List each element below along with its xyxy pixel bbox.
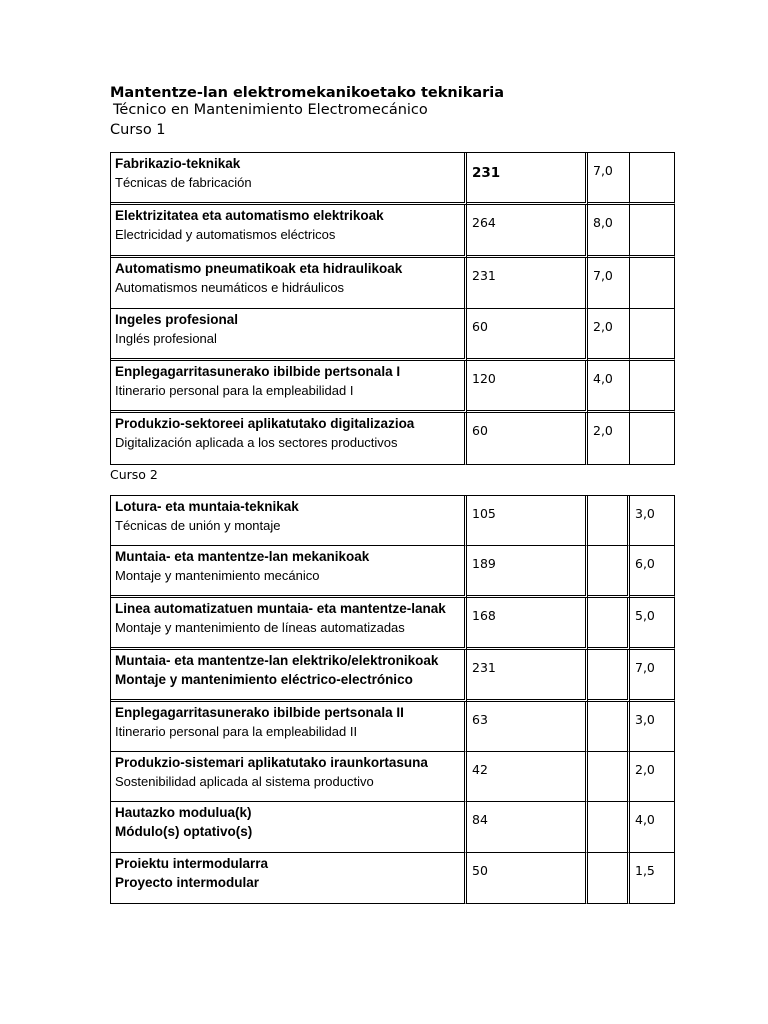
credits-a-value <box>588 853 627 863</box>
module-name-cell <box>111 361 467 413</box>
credits-b-value: 3,0 <box>635 712 655 727</box>
module-name-es: Automatismos neumáticos e hidráulicos <box>115 280 345 295</box>
module-name-es: Electricidad y automatismos eléctricos <box>115 227 336 242</box>
hours-cell <box>467 752 588 802</box>
module-name-es: Inglés profesional <box>115 331 217 346</box>
credits-a-cell <box>588 598 630 650</box>
hours-value: 231 <box>472 268 496 283</box>
module-name-cell <box>111 258 467 309</box>
document-title: Mantentze-lan elektromekanikoetako teknikaria <box>110 85 505 101</box>
table-row <box>111 598 675 650</box>
hours-value: 63 <box>472 712 488 727</box>
module-name-es: Sostenibilidad aplicada al sistema productivo <box>115 774 374 789</box>
table-row <box>111 309 675 361</box>
hours-cell <box>467 598 588 650</box>
credits-a-value <box>588 546 627 556</box>
hours-cell <box>467 802 588 853</box>
credits-b-cell <box>630 598 675 650</box>
module-name-cell <box>111 650 467 702</box>
credits-a-value <box>588 752 627 762</box>
module-name-es: Montaje y mantenimiento mecánico <box>115 568 320 583</box>
module-name-cell <box>111 802 467 853</box>
hours-value: 84 <box>472 812 488 827</box>
credits-a-value <box>588 702 627 712</box>
credits-a-value: 4,0 <box>593 371 613 386</box>
credits-b-value <box>630 361 674 371</box>
hours-cell <box>467 702 588 752</box>
hours-cell <box>467 309 588 361</box>
module-name-eu: Enplegagarritasunerako ibilbide pertsonala I <box>115 364 401 379</box>
course-1-table <box>110 152 675 465</box>
module-name-cell <box>111 853 467 904</box>
credits-b-cell <box>630 258 675 309</box>
module-name-es: Montaje y mantenimiento de líneas automatizadas <box>115 620 405 635</box>
hours-value: 105 <box>472 506 496 521</box>
table-row <box>111 258 675 309</box>
hours-value: 231 <box>472 660 496 675</box>
module-name-eu: Produkzio-sektoreei aplikatutako digitalizazioa <box>115 416 415 431</box>
credits-a-value <box>588 496 627 506</box>
hours-cell <box>467 258 588 309</box>
hours-value: 231 <box>472 165 501 181</box>
credits-b-value: 7,0 <box>635 660 655 675</box>
credits-b-value: 5,0 <box>635 608 655 623</box>
hours-cell <box>467 650 588 702</box>
credits-a-cell <box>588 702 630 752</box>
table-row <box>111 153 675 205</box>
credits-a-cell <box>588 361 630 413</box>
credits-b-cell <box>630 361 675 413</box>
module-name-eu: Automatismo pneumatikoak eta hidraulikoak <box>115 261 403 276</box>
credits-b-cell <box>630 496 675 546</box>
credits-a-cell <box>588 205 630 258</box>
credits-a-cell <box>588 496 630 546</box>
table-row <box>111 546 675 598</box>
credits-a-cell <box>588 752 630 802</box>
table-row <box>111 361 675 413</box>
hours-value: 168 <box>472 608 496 623</box>
module-name-cell <box>111 413 467 465</box>
credits-a-value: 7,0 <box>593 268 613 283</box>
hours-cell <box>467 413 588 465</box>
credits-a-value: 7,0 <box>593 163 613 178</box>
hours-cell <box>467 361 588 413</box>
module-name-eu: Ingeles profesional <box>115 312 239 327</box>
credits-b-value <box>630 309 674 319</box>
credits-a-cell <box>588 853 630 904</box>
module-name-es: Montaje y mantenimiento eléctrico-electrónico <box>115 672 413 687</box>
course-2-table <box>110 495 675 904</box>
credits-a-value <box>588 598 627 608</box>
module-name-es: Itinerario personal para la empleabilidad I <box>115 383 354 398</box>
module-name-cell <box>111 153 467 205</box>
credits-b-cell <box>630 650 675 702</box>
credits-b-value <box>630 153 674 163</box>
credits-b-value: 2,0 <box>635 762 655 777</box>
module-name-es: Proyecto intermodular <box>115 875 260 890</box>
hours-cell <box>467 496 588 546</box>
module-name-eu: Hautazko modulua(k) <box>115 805 252 820</box>
module-name-eu: Proiektu intermodularra <box>115 856 269 871</box>
credits-b-value: 1,5 <box>635 863 655 878</box>
module-name-eu: Fabrikazio-teknikak <box>115 156 241 171</box>
module-name-cell <box>111 309 467 361</box>
hours-value: 60 <box>472 319 488 334</box>
module-name-eu: Linea automatizatuen muntaia- eta mantentze-lanak <box>115 601 446 616</box>
credits-b-value <box>630 258 674 268</box>
table-row <box>111 496 675 546</box>
module-name-cell <box>111 205 467 258</box>
document-subtitle: Técnico en Mantenimiento Electromecánico <box>113 102 428 118</box>
credits-a-cell <box>588 258 630 309</box>
module-name-eu: Lotura- eta muntaia-teknikak <box>115 499 299 514</box>
module-name-cell <box>111 702 467 752</box>
hours-value: 264 <box>472 215 496 230</box>
credits-b-cell <box>630 853 675 904</box>
module-name-cell <box>111 546 467 598</box>
credits-a-value: 8,0 <box>593 215 613 230</box>
module-name-cell <box>111 598 467 650</box>
table-row <box>111 205 675 258</box>
module-name-eu: Enplegagarritasunerako ibilbide pertsonala II <box>115 705 404 720</box>
hours-value: 42 <box>472 762 488 777</box>
credits-a-value: 2,0 <box>593 319 613 334</box>
credits-b-cell <box>630 546 675 598</box>
credits-a-cell <box>588 650 630 702</box>
credits-b-value: 3,0 <box>635 506 655 521</box>
credits-b-cell <box>630 752 675 802</box>
table-row <box>111 752 675 802</box>
credits-b-value: 6,0 <box>635 556 655 571</box>
hours-value: 120 <box>472 371 496 386</box>
hours-cell <box>467 153 588 205</box>
table-row <box>111 650 675 702</box>
credits-b-cell <box>630 309 675 361</box>
module-name-eu: Produkzio-sistemari aplikatutako iraunkortasuna <box>115 755 428 770</box>
module-name-eu: Muntaia- eta mantentze-lan mekanikoak <box>115 549 370 564</box>
table-row <box>111 702 675 752</box>
table-row <box>111 853 675 904</box>
hours-value: 189 <box>472 556 496 571</box>
module-name-es: Módulo(s) optativo(s) <box>115 824 253 839</box>
credits-b-value: 4,0 <box>635 812 655 827</box>
credits-b-cell <box>630 413 675 465</box>
module-name-es: Técnicas de unión y montaje <box>115 518 281 533</box>
credits-b-value <box>630 205 674 215</box>
credits-b-cell <box>630 802 675 853</box>
credits-b-value <box>630 413 674 423</box>
credits-a-cell <box>588 546 630 598</box>
credits-b-cell <box>630 153 675 205</box>
module-name-cell <box>111 496 467 546</box>
hours-cell <box>467 205 588 258</box>
module-name-cell <box>111 752 467 802</box>
table-row <box>111 413 675 465</box>
credits-a-value <box>588 802 627 812</box>
hours-value: 60 <box>472 423 488 438</box>
credits-a-value <box>588 650 627 660</box>
course-2-label: Curso 2 <box>110 467 158 482</box>
hours-cell <box>467 546 588 598</box>
module-name-es: Itinerario personal para la empleabilidad II <box>115 724 358 739</box>
credits-b-cell <box>630 205 675 258</box>
module-name-eu: Muntaia- eta mantentze-lan elektriko/elektronikoak <box>115 653 439 668</box>
credits-b-cell <box>630 702 675 752</box>
credits-a-cell <box>588 153 630 205</box>
module-name-eu: Elektrizitatea eta automatismo elektrikoak <box>115 208 384 223</box>
module-name-es: Digitalización aplicada a los sectores productivos <box>115 435 398 450</box>
course-1-label: Curso 1 <box>110 122 166 138</box>
credits-a-cell <box>588 802 630 853</box>
table-row <box>111 802 675 853</box>
hours-cell <box>467 853 588 904</box>
credits-a-cell <box>588 413 630 465</box>
hours-value: 50 <box>472 863 488 878</box>
credits-a-cell <box>588 309 630 361</box>
credits-a-value: 2,0 <box>593 423 613 438</box>
module-name-es: Técnicas de fabricación <box>115 175 252 190</box>
